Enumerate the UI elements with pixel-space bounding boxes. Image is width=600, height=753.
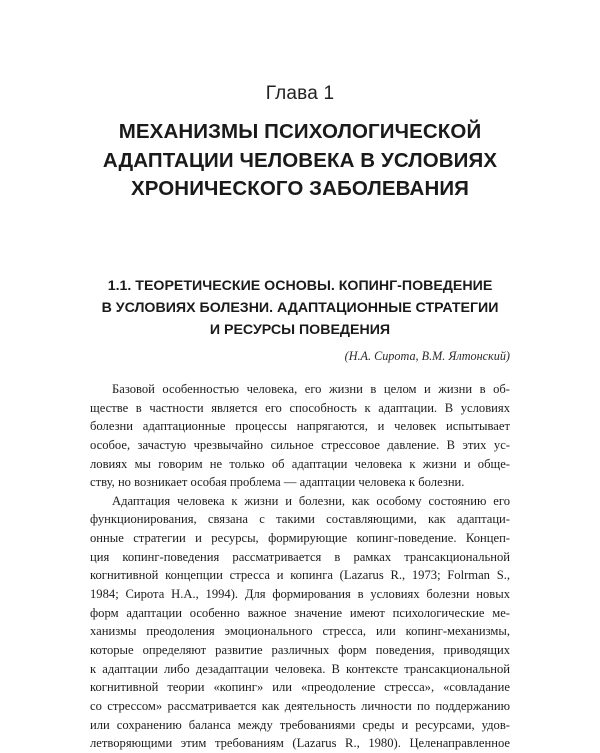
section-authors: (Н.А. Сирота, В.М. Ялтонский) — [344, 349, 510, 363]
text-line: когнитивной концепции стресса и копинга (Lazarus R., 1973; Folrman S., — [90, 568, 510, 583]
body-text — [90, 380, 510, 753]
chapter-title — [60, 118, 540, 204]
text-line: со стрессом» рассматривается как деятельность личности по поддержанию — [90, 698, 510, 713]
text-line: Адаптация человека к жизни и болезни, как особому состоянию его — [112, 493, 510, 508]
text-line: болезни адаптационные процессы напрягаются, и человек испытывает — [90, 419, 510, 434]
text-line: ловиях мы говорим не только об адаптации человека к жизни и общe- — [90, 456, 510, 471]
text-line: ству, но возникает особая проблема — адаптации человека к болезни. — [90, 475, 465, 490]
chapter-title-line: АДАПТАЦИИ ЧЕЛОВЕКА В УСЛОВИЯХ — [102, 148, 498, 172]
text-line: когнитивной теории «копинг» или «преодоление стресса», «совладание — [90, 680, 510, 695]
text-line: ханизмы преодоления эмоционального стресса, или копинг-механизмы, — [90, 624, 510, 639]
paragraph-2 — [90, 492, 510, 753]
text-line: функционирования, связана с такими составляющими, как адаптаци- — [90, 512, 510, 527]
text-line: ществе в частности является его способность к адаптации. В условиях — [90, 400, 510, 415]
text-line: которые определяют развитие различных форм поведения, приводящих — [90, 642, 510, 657]
text-line: ция копинг-поведения рассматривается в рамках трансакциональной — [90, 549, 510, 564]
chapter-title-line: МЕХАНИЗМЫ ПСИХОЛОГИЧЕСКОЙ — [118, 120, 482, 143]
paragraph-1 — [90, 380, 510, 492]
text-line: Базовой особенностью человека, его жизни в целом и жизни в об- — [112, 382, 510, 396]
section-title-line: В УСЛОВИЯХ БОЛЕЗНИ. АДАПТАЦИОННЫЕ СТРАТЕГИИ — [101, 300, 499, 316]
text-line: 1984; Сирота Н.А., 1994). Для формирования в условиях болезни новых — [90, 587, 510, 602]
text-line: онные стратегии и ресурсы, формирующие копинг-поведение. Концеп- — [90, 531, 510, 546]
chapter-label: Глава 1 — [265, 83, 335, 104]
text-line: к адаптации либо дезадаптации человека. В контексте трансакциональной — [90, 661, 510, 676]
text-line: или сохранению баланса между требованиями среды и ресурсами, удов- — [90, 717, 510, 732]
section-title-line: 1.1. ТЕОРЕТИЧЕСКИЕ ОСНОВЫ. КОПИНГ-ПОВЕДЕНИЕ — [107, 278, 493, 294]
section-title — [95, 275, 505, 341]
section-title-line: И РЕСУРСЫ ПОВЕДЕНИЯ — [209, 322, 391, 338]
text-line: форм адаптации особенно важное значение имеют психологические ме- — [90, 605, 510, 620]
text-line: летворяющими этим требованиям (Lazarus R., 1980). Целенаправленное — [90, 736, 510, 751]
chapter-title-line: ХРОНИЧЕСКОГО ЗАБОЛЕВАНИЯ — [130, 177, 470, 200]
text-line: особое, зачастую чрезвычайно сильное стрессовое давление. В этих ус- — [90, 437, 510, 452]
